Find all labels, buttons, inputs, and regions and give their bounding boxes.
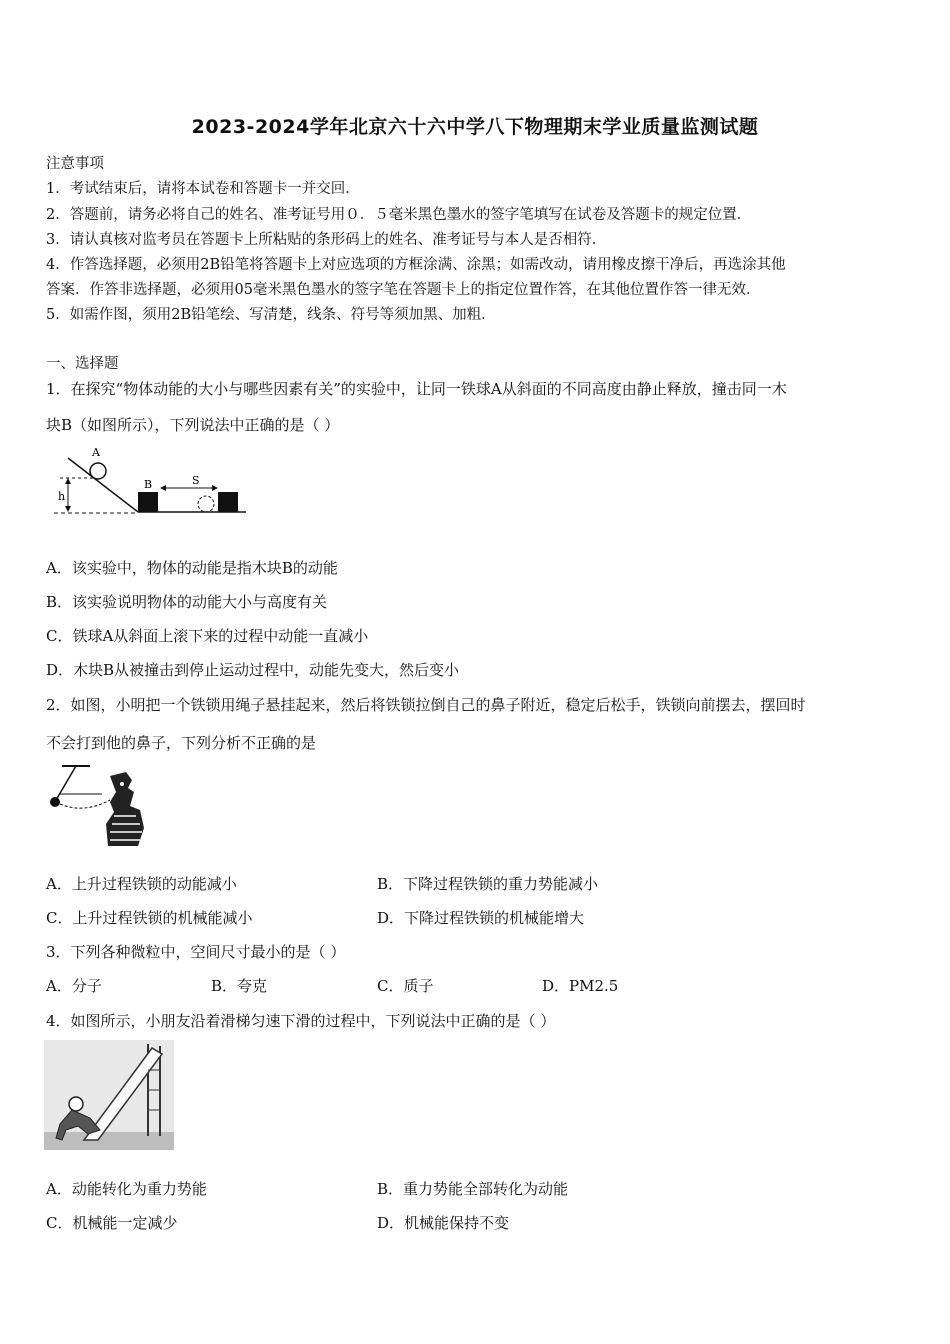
swing-arc: [60, 800, 110, 808]
q1-option-d[interactable]: D．木块B从被撞击到停止运动过程中，动能先变大，然后变小: [46, 661, 460, 679]
person-silhouette: [106, 772, 144, 846]
q1-figure-incline: [50, 446, 250, 522]
pendulum-rope: [56, 766, 76, 800]
ball-a-label: A: [92, 446, 100, 459]
q4-option-d[interactable]: D．机械能保持不变: [377, 1214, 510, 1232]
q3-option-a[interactable]: A．分子: [46, 977, 102, 995]
notice-item-5: 5．如需作图，须用2B铅笔绘、写清楚，线条、符号等须加黑、加粗．: [46, 307, 496, 323]
notice-item-4-cont: 答案．作答非选择题，必须用05毫米黑色墨水的签字笔在答题卡上的指定位置作答，在其他位置作答一律无效．: [46, 282, 761, 298]
q2-option-c[interactable]: C．上升过程铁锁的机械能减小: [46, 909, 253, 927]
block-b-label: B: [144, 478, 153, 491]
q4-option-b[interactable]: B．重力势能全部转化为动能: [377, 1180, 569, 1198]
q2-option-d[interactable]: D．下降过程铁锁的机械能增大: [377, 909, 585, 927]
height-label: h: [58, 490, 66, 503]
block-b: [138, 492, 158, 512]
notice-item-3: 3．请认真核对监考员在答题卡上所粘贴的条形码上的姓名、准考证号与本人是否相符．: [46, 232, 607, 248]
q3-option-b[interactable]: B．夸克: [211, 977, 268, 995]
child-head: [69, 1097, 83, 1111]
q2-option-a[interactable]: A．上升过程铁锁的动能减小: [46, 875, 237, 893]
q1-stem-line1: 1．在探究“物体动能的大小与哪些因素有关”的实验中，让同一铁球A从斜面的不同高度由静止释放，撞击同一木: [46, 380, 787, 398]
lock-weight: [50, 797, 60, 807]
notice-item-4: 4．作答选择题，必须用2B铅笔将答题卡上对应选项的方框涂满、涂黑；如需改动，请用橡皮擦干净后，再选涂其他: [46, 257, 786, 273]
q3-option-d[interactable]: D．PM2.5: [542, 977, 619, 995]
q1-option-c[interactable]: C．铁球A从斜面上滚下来的过程中动能一直减小: [46, 627, 369, 645]
block-b-final: [218, 492, 238, 512]
q4-option-a[interactable]: A．动能转化为重力势能: [46, 1180, 207, 1198]
q1-option-b[interactable]: B．该实验说明物体的动能大小与高度有关: [46, 593, 328, 611]
q3-option-c[interactable]: C．质子: [377, 977, 434, 995]
notice-heading: 注意事项: [46, 156, 104, 172]
section-heading: 一、选择题: [46, 356, 119, 372]
q1-stem-line2: 块B（如图所示），下列说法中正确的是（ ）: [46, 416, 340, 434]
q3-stem: 3．下列各种微粒中，空间尺寸最小的是（ ）: [46, 943, 346, 961]
q2-option-b[interactable]: B．下降过程铁锁的重力势能减小: [377, 875, 599, 893]
q2-figure-pendulum: [44, 762, 154, 848]
notice-item-1: 1．考试结束后，请将本试卷和答题卡一并交回．: [46, 181, 360, 197]
page-title: 2023-2024学年北京六十六中学八下物理期末学业质量监测试题: [191, 116, 759, 138]
ball-a-rest-dashed: [198, 496, 214, 512]
notice-item-2: 2．答题前，请务必将自己的姓名、准考证号用０．５毫米黑色墨水的签字笔填写在试卷及答题卡的规定位置．: [46, 207, 752, 223]
q2-stem-line2: 不会打到他的鼻子，下列分析不正确的是: [46, 734, 317, 752]
q4-figure-slide: [44, 1040, 174, 1150]
ball-a: [90, 463, 106, 479]
distance-label: S: [192, 474, 200, 487]
q1-option-a[interactable]: A．该实验中，物体的动能是指木块B的动能: [46, 559, 338, 577]
q4-stem: 4．如图所示，小朋友沿着滑梯匀速下滑的过程中，下列说法中正确的是（ ）: [46, 1012, 556, 1030]
q4-option-c[interactable]: C．机械能一定减少: [46, 1214, 178, 1232]
q2-stem-line1: 2．如图，小明把一个铁锁用绳子悬挂起来，然后将铁锁拉倒自己的鼻子附近，稳定后松手，铁锁向前摆去，摆回时: [46, 696, 806, 714]
